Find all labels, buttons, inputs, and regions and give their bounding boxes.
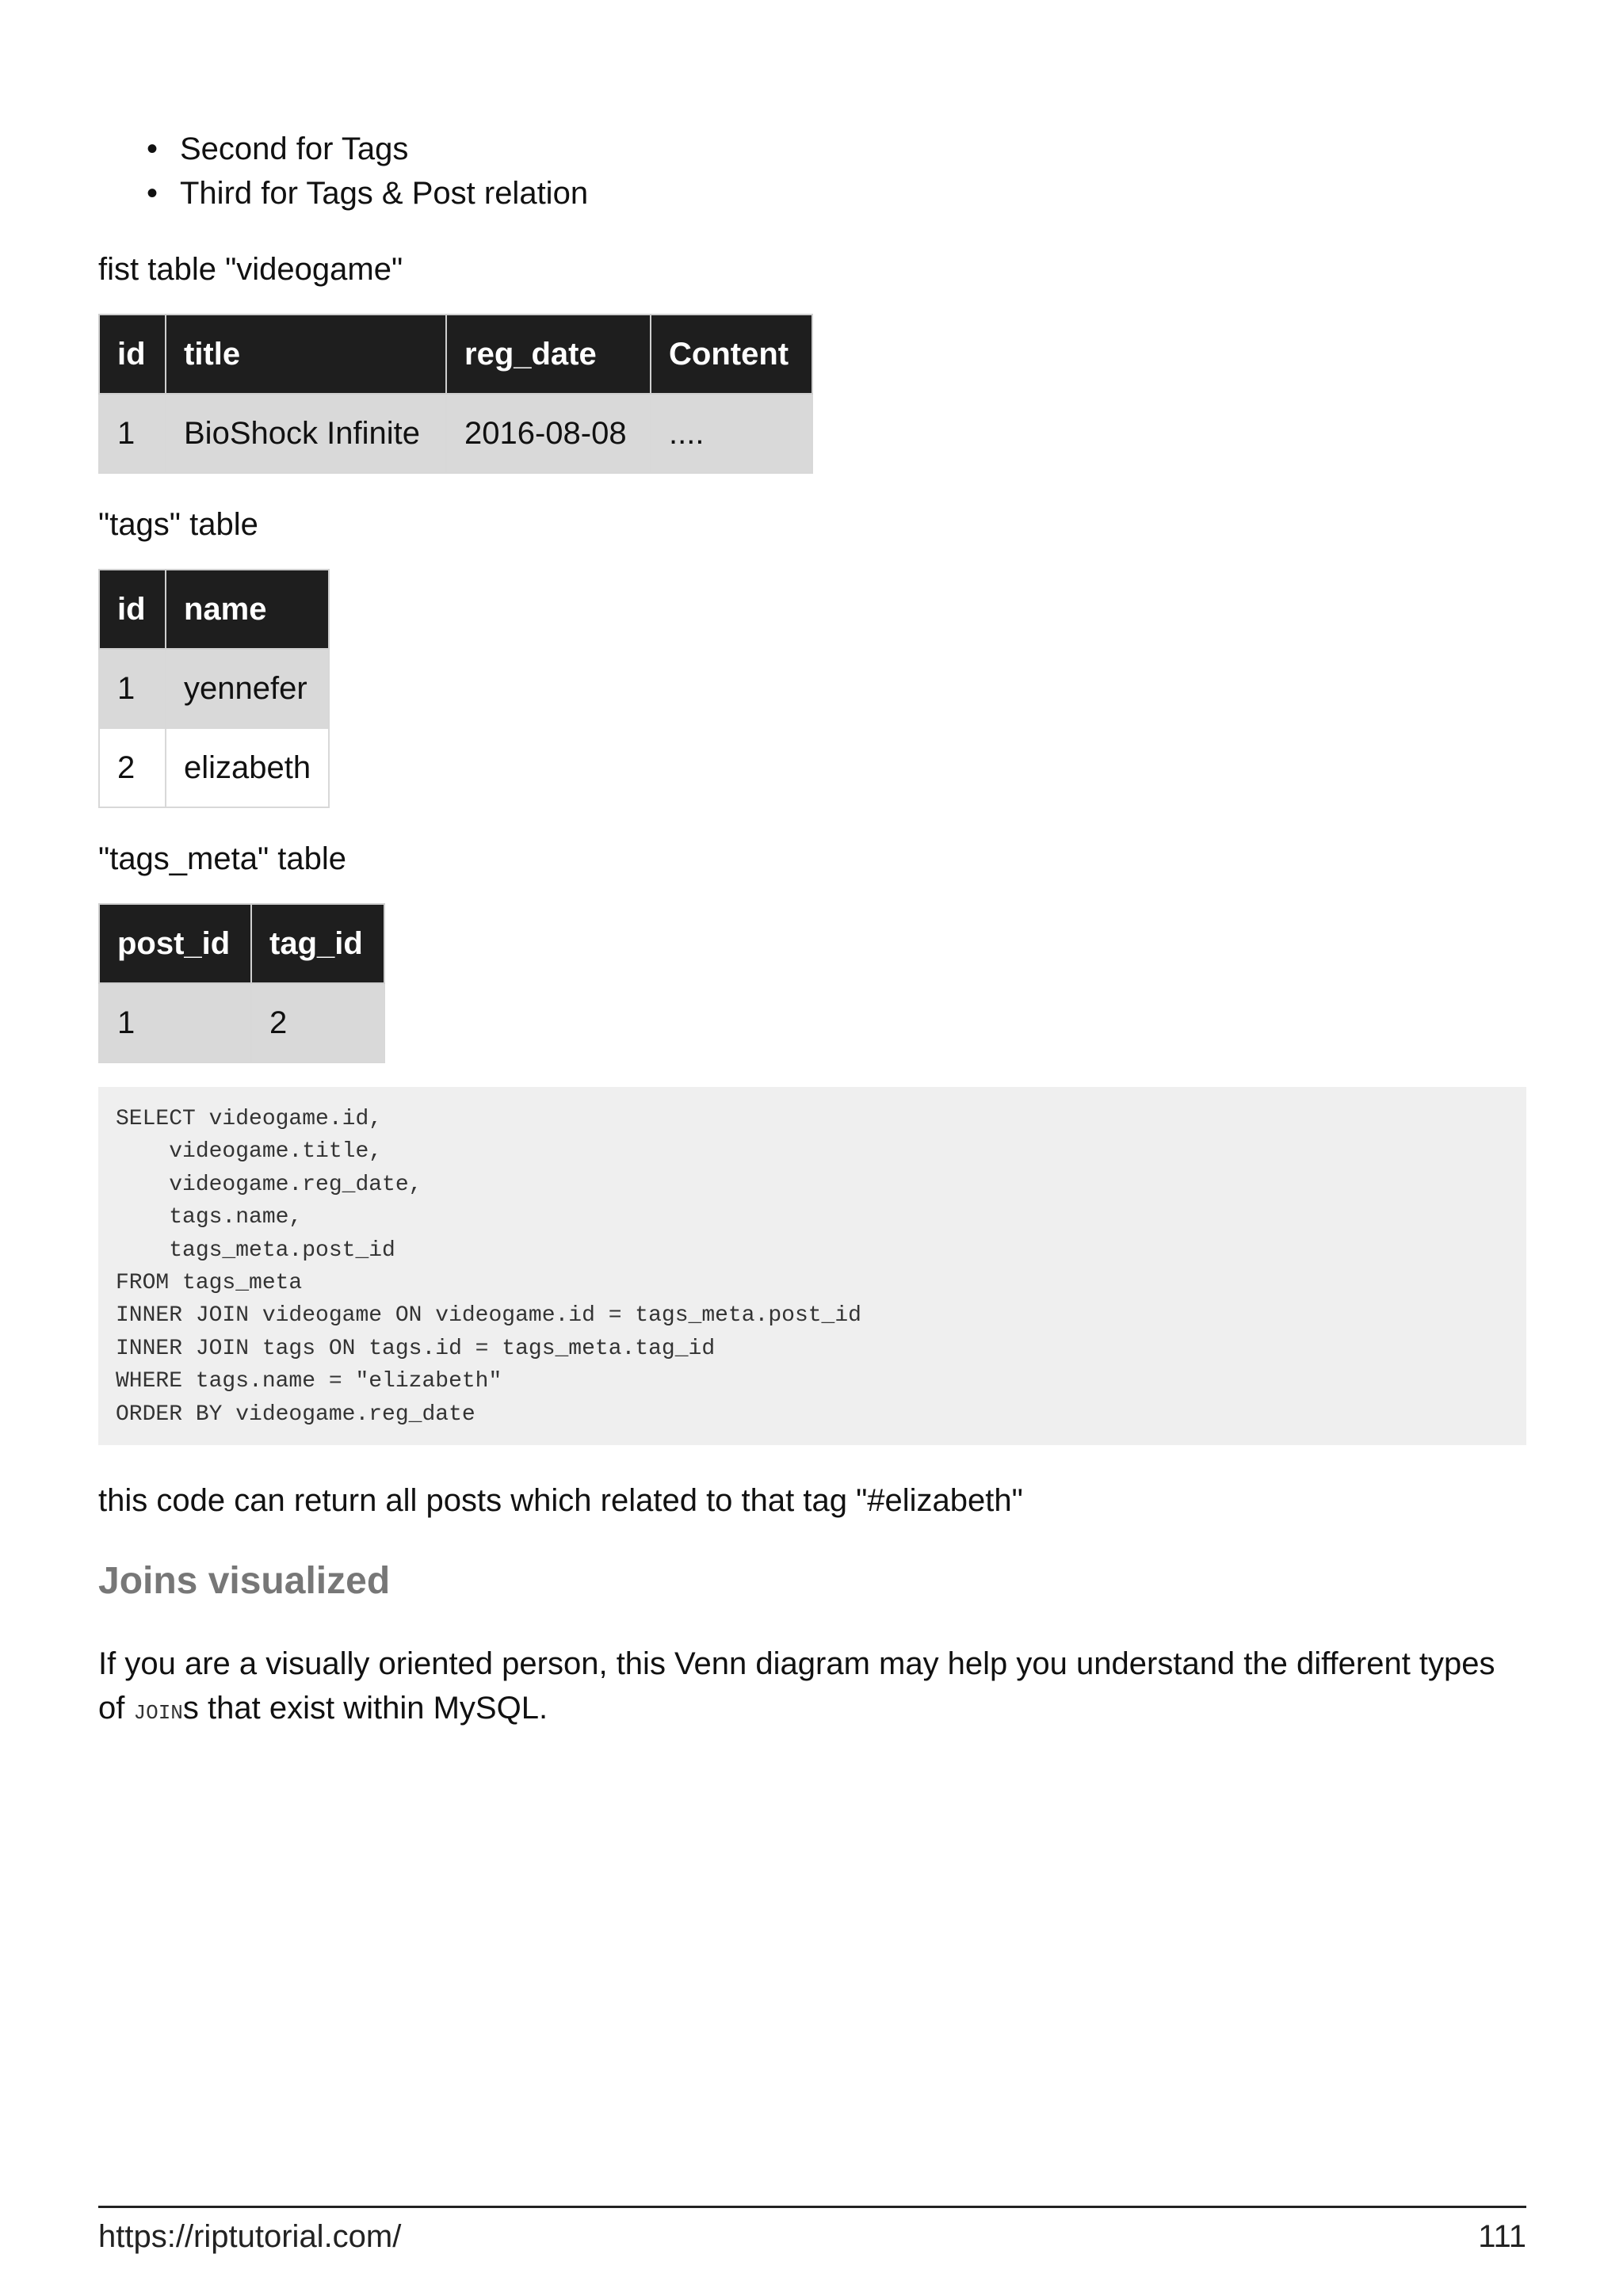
table-cell: .... bbox=[651, 394, 812, 473]
tags-meta-table-caption: "tags_meta" table bbox=[98, 841, 347, 876]
column-header: reg_date bbox=[446, 315, 651, 394]
intro-paragraph bbox=[98, 1642, 1526, 1735]
column-header: tag_id bbox=[251, 904, 384, 983]
bullet-list bbox=[98, 127, 1526, 215]
tags-table-caption: "tags" table bbox=[98, 507, 258, 542]
tags-meta-table bbox=[98, 903, 385, 1063]
page-content bbox=[98, 127, 1526, 1735]
table-cell: 1 bbox=[99, 649, 166, 728]
sql-code-block: SELECT videogame.id, videogame.title, videogame.reg_date, tags.name, tags_meta.post_id FROM tags_meta INNER JOIN videogame ON videogame.id = tags_meta.post_id INNER JOIN tags ON tags.id = tags_meta.tag_id WHERE tags.name = "elizabeth" ORDER BY videogame.reg_date bbox=[98, 1087, 1526, 1445]
page-number: 111 bbox=[1478, 2219, 1526, 2254]
tags-table bbox=[98, 569, 330, 808]
table-row bbox=[99, 728, 329, 807]
table-cell: BioShock Infinite bbox=[166, 394, 446, 473]
page-footer bbox=[98, 2206, 1526, 2256]
column-header: title bbox=[166, 315, 446, 394]
column-header: post_id bbox=[99, 904, 251, 983]
table-cell: 2 bbox=[251, 983, 384, 1062]
table-cell: elizabeth bbox=[166, 728, 329, 807]
paragraph-text: s that exist within MySQL. bbox=[182, 1691, 548, 1726]
column-header: name bbox=[166, 570, 329, 649]
inline-code: JOIN bbox=[133, 1701, 183, 1726]
videogame-table-caption: fist table "videogame" bbox=[98, 252, 403, 287]
bullet-item: • Third for Tags & Post relation bbox=[180, 171, 1526, 215]
code-explanation: this code can return all posts which related to that tag "#elizabeth" bbox=[98, 1483, 1023, 1519]
videogame-table bbox=[98, 314, 813, 474]
column-header: id bbox=[99, 315, 166, 394]
column-header: Content bbox=[651, 315, 812, 394]
bullet-item: • Second for Tags bbox=[180, 127, 1526, 171]
table-cell: 1 bbox=[99, 983, 251, 1062]
table-cell: 1 bbox=[99, 394, 166, 473]
paragraph-text: If you are a visually oriented person, this Venn diagram may help you understand the different types of bbox=[98, 1646, 1495, 1726]
table-cell: 2 bbox=[99, 728, 166, 807]
table-row bbox=[99, 394, 812, 473]
footer-url[interactable]: https://riptutorial.com/ bbox=[98, 2219, 402, 2254]
table-row bbox=[99, 649, 329, 728]
table-row bbox=[99, 983, 384, 1062]
table-cell: yennefer bbox=[166, 649, 329, 728]
table-cell: 2016-08-08 bbox=[446, 394, 651, 473]
column-header: id bbox=[99, 570, 166, 649]
section-title: Joins visualized bbox=[98, 1560, 391, 1603]
